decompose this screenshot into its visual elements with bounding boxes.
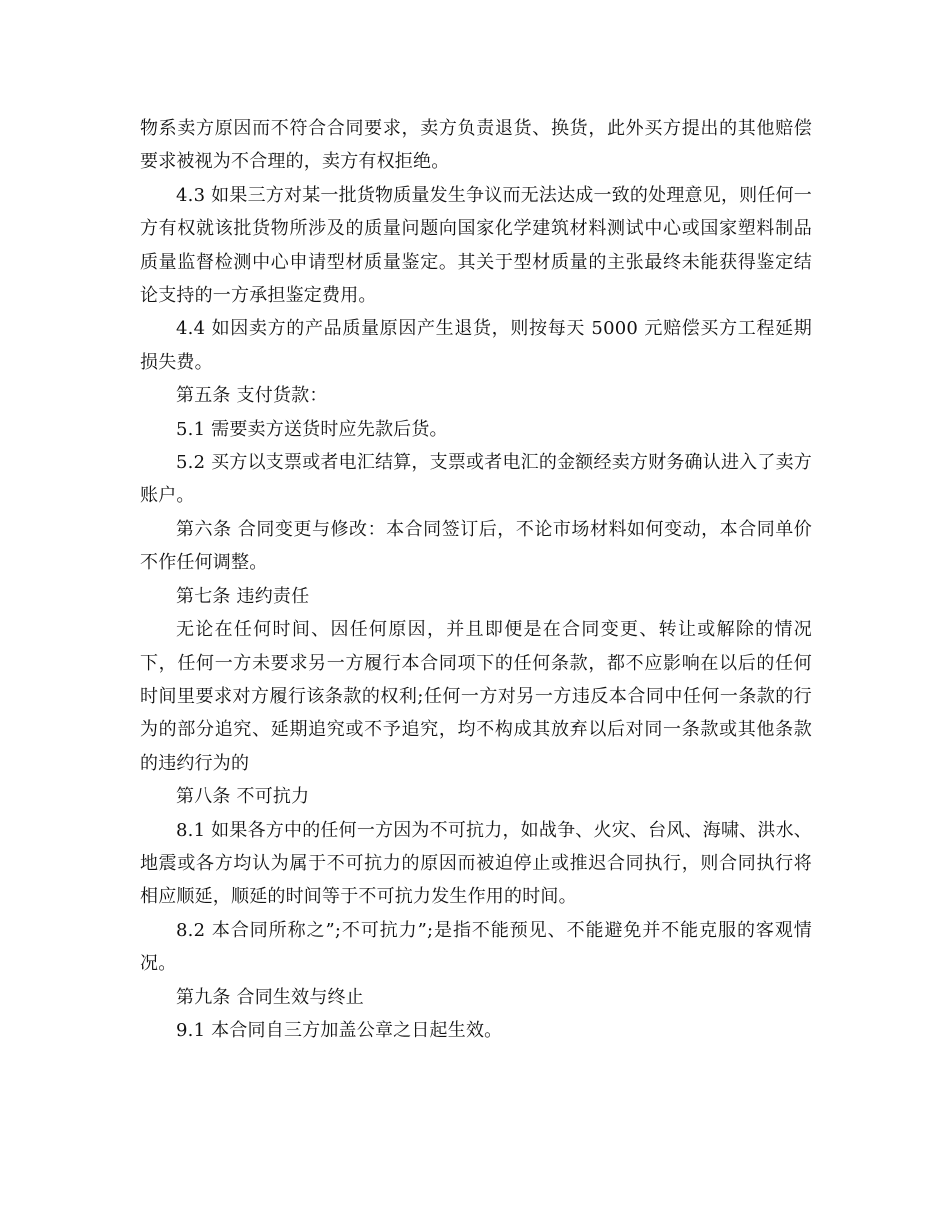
article-7-heading: 第七条 违约责任 xyxy=(176,585,310,607)
document-body xyxy=(140,112,812,1047)
paragraph-7-body: 无论在任何时间、因任何原因，并且即便是在合同变更、转让或解除的情况下，任何一方未要求另一方履行本合同项下的任何条款，都不应影响在以后的任何时间里要求对方履行该条款的权利;任何一方对另一方违反本合同中任何一条款的行为的部分追究、延期追究或不予追究，均不构成其放弃以后对同一条款或其他条款的违约行为的 xyxy=(140,619,812,774)
paragraph-5-1: 5.1 需要卖方送货时应先款后货。 xyxy=(176,418,448,440)
article-6-heading: 第六条 合同变更与修改：本合同签订后，不论市场材料如何变动，本合同单价不作任何调整。 xyxy=(140,518,812,574)
paragraph-4-2-continued: 物系卖方原因而不符合合同要求，卖方负责退货、换货，此外买方提出的其他赔偿要求被视为不合理的，卖方有权拒绝。 xyxy=(140,118,812,173)
paragraph-8-1: 8.1 如果各方中的任何一方因为不可抗力，如战争、火灾、台风、海啸、洪水、地震或各方均认为属于不可抗力的原因而被迫停止或推迟合同执行，则合同执行将相应顺延，顺延的时间等于不可抗力发生作用的时间。 xyxy=(140,819,812,908)
paragraph-4-3: 4.3 如果三方对某一批货物质量发生争议而无法达成一致的处理意见，则任何一方有权就该批货物所涉及的质量问题向国家化学建筑材料测试中心或国家塑料制品质量监督检测中心申请型材质量鉴定。其关于型材质量的主张最终未能获得鉴定结论支持的一方承担鉴定费用。 xyxy=(140,184,812,307)
paragraph-5-2: 5.2 买方以支票或者电汇结算，支票或者电汇的金额经卖方财务确认进入了卖方账户。 xyxy=(140,452,812,507)
paragraph-8-2: 8.2 本合同所称之”;不可抗力”;是指不能预见、不能避免并不能克服的客观情况。 xyxy=(140,919,812,975)
article-5-heading: 第五条 支付货款： xyxy=(176,385,328,407)
paragraph-4-4: 4.4 如因卖方的产品质量原因产生退货，则按每天 5000 元赔偿买方工程延期损失费。 xyxy=(140,318,812,373)
paragraph-9-1: 9.1 本合同自三方加盖公章之日起生效。 xyxy=(176,1019,503,1041)
article-8-heading: 第八条 不可抗力 xyxy=(176,786,310,808)
article-9-heading: 第九条 合同生效与终止 xyxy=(176,986,364,1008)
